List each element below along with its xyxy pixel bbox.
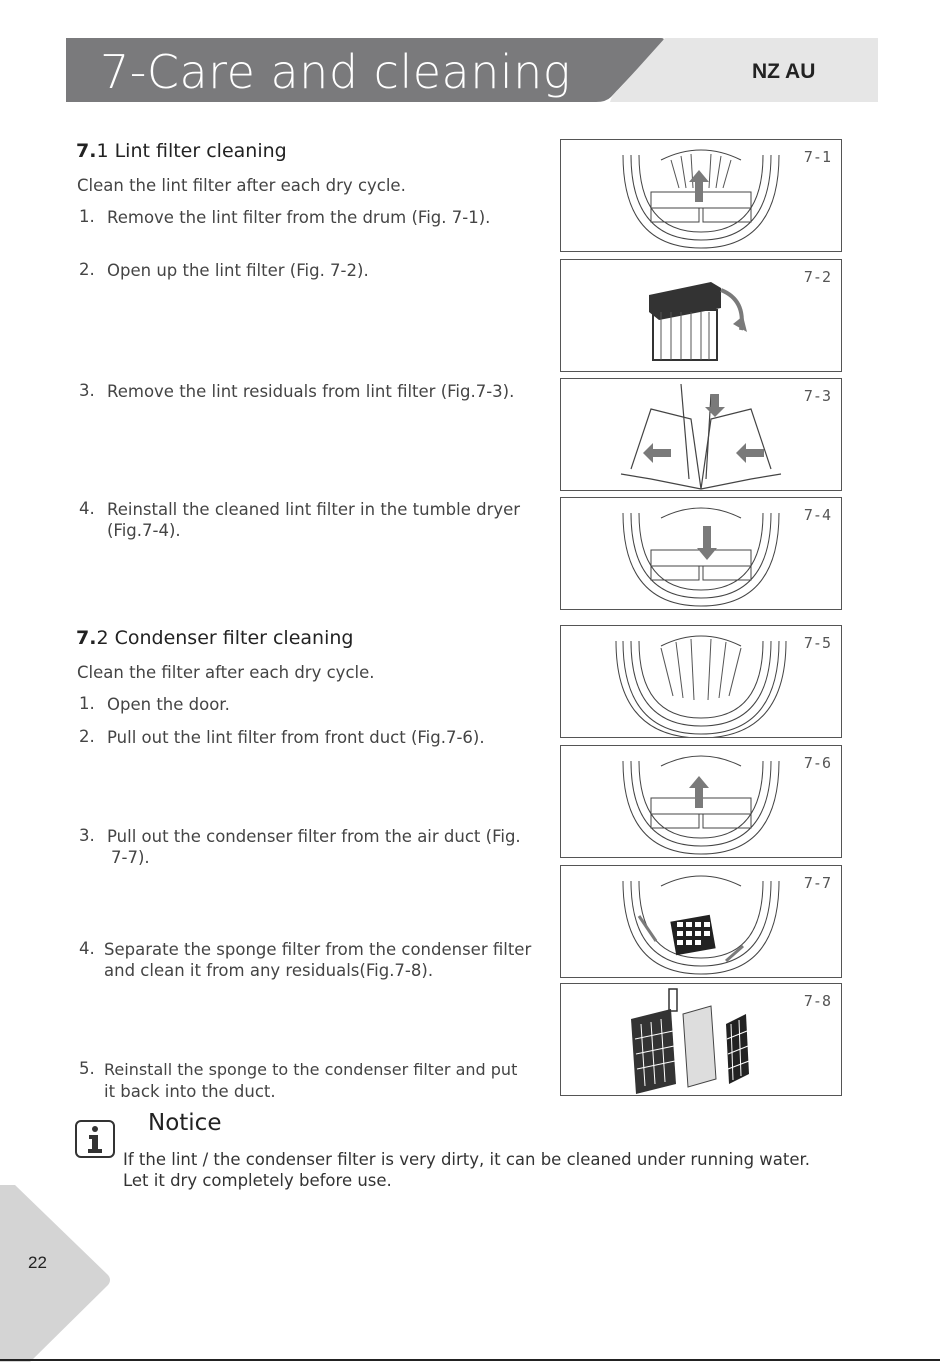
figure-label: 7-4 <box>803 506 831 524</box>
step-text: Open the door. <box>107 695 230 714</box>
step-number: 4. <box>79 939 95 958</box>
info-icon <box>75 1120 115 1158</box>
section-title-lint-filter: 7.1 Lint filter cleaning <box>76 140 287 162</box>
step-text-line1: Reinstall the sponge to the condenser filter and put <box>104 1060 518 1079</box>
notice-text-line2: Let it dry completely before use. <box>123 1171 392 1190</box>
lint-filter-illustration <box>561 260 842 372</box>
open-filter-illustration <box>561 379 842 491</box>
figure-7-4 <box>560 497 842 610</box>
notice-title: Notice <box>148 1110 222 1136</box>
step-text-line1: Reinstall the cleaned lint filter in the tumble dryer <box>107 500 521 519</box>
figure-label: 7-5 <box>803 634 831 652</box>
figure-label: 7-8 <box>803 992 831 1010</box>
drum-illustration <box>561 498 842 610</box>
region-tab <box>610 38 878 102</box>
step-number: 3. <box>79 381 95 400</box>
figure-7-3 <box>560 378 842 491</box>
step-text-line2: it back into the duct. <box>104 1082 276 1101</box>
page-corner <box>0 1185 110 1362</box>
drum-illustration <box>561 626 842 738</box>
figure-label: 7-2 <box>803 268 831 286</box>
figure-label: 7-6 <box>803 754 831 772</box>
step-text-line1: Separate the sponge filter from the condenser filter <box>104 940 532 959</box>
step-number: 1. <box>79 694 95 713</box>
section-intro: Clean the filter after each dry cycle. <box>77 663 375 682</box>
figure-7-7 <box>560 865 842 978</box>
step-number: 2. <box>79 260 95 279</box>
figure-7-5 <box>560 625 842 738</box>
figure-7-1 <box>560 139 842 252</box>
section-intro: Clean the lint filter after each dry cycle. <box>77 176 406 195</box>
bottom-rule <box>0 1359 940 1361</box>
step-text-line2: 7-7). <box>111 848 150 867</box>
step-text: Remove the lint residuals from lint filter (Fig.7-3). <box>107 382 515 401</box>
step-text: Open up the lint filter (Fig. 7-2). <box>107 261 369 280</box>
step-number: 1. <box>79 207 95 226</box>
step-number: 5. <box>79 1059 95 1078</box>
step-text: Pull out the lint filter from front duct (Fig.7-6). <box>107 728 485 747</box>
step-number: 4. <box>79 499 95 518</box>
condenser-filter-illustration <box>561 866 842 978</box>
region-label: NZ AU <box>752 60 816 83</box>
figure-label: 7-3 <box>803 387 831 405</box>
figure-7-6 <box>560 745 842 858</box>
step-number: 3. <box>79 826 95 845</box>
notice-text-line1: If the lint / the condenser filter is very dirty, it can be cleaned under running water. <box>123 1150 811 1169</box>
section-title-condenser-filter: 7.2 Condenser filter cleaning <box>76 627 354 649</box>
drum-illustration <box>561 140 842 252</box>
figure-7-8 <box>560 983 842 1096</box>
drum-illustration <box>561 746 842 858</box>
sponge-filter-illustration <box>561 984 842 1096</box>
figure-label: 7-1 <box>803 148 831 166</box>
page-title: 7-Care and cleaning <box>100 45 571 99</box>
figure-label: 7-7 <box>803 874 831 892</box>
step-text-line2: and clean it from any residuals(Fig.7-8). <box>104 961 434 980</box>
step-text-line2: (Fig.7-4). <box>107 521 181 540</box>
page-number: 22 <box>28 1253 47 1272</box>
step-text: Remove the lint filter from the drum (Fig. 7-1). <box>107 208 491 227</box>
step-number: 2. <box>79 727 95 746</box>
step-text-line1: Pull out the condenser filter from the air duct (Fig. <box>107 827 521 846</box>
figure-7-2 <box>560 259 842 372</box>
